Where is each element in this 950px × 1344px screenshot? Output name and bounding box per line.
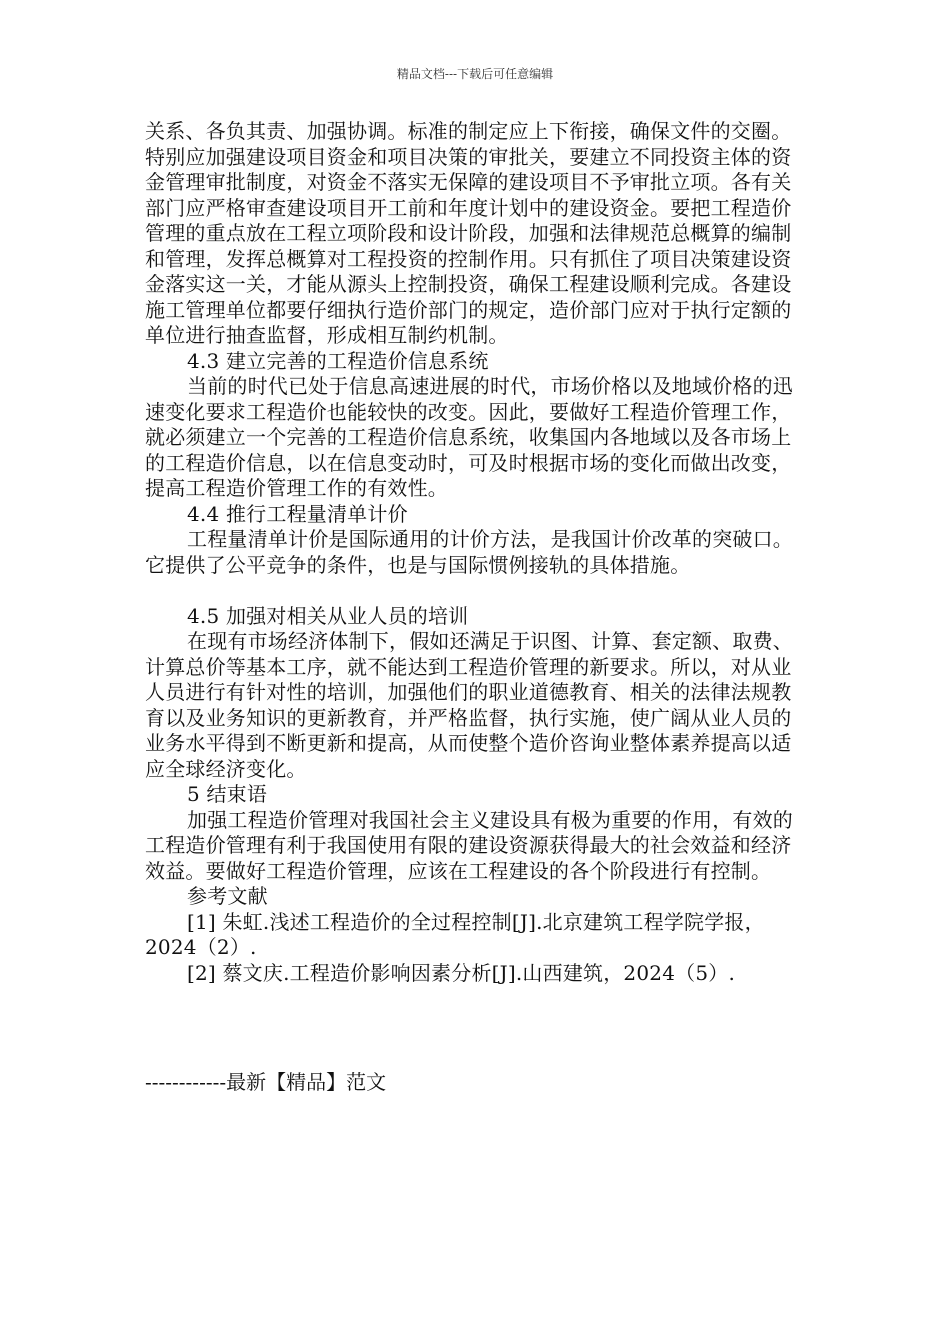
paragraph-5: 加强工程造价管理对我国社会主义建设具有极为重要的作用，有效的工程造价管理有利于我国使用有限的建设资源获得最大的社会效益和经济效益。要做好工程造价管理，应该在工程建设的各个阶段进行有控制。: [145, 807, 793, 883]
footer-text: ------------最新【精品】范文: [145, 1070, 387, 1094]
paragraph-4-3: 当前的时代已处于信息高速进展的时代，市场价格以及地域价格的迅速变化要求工程造价也能较快的改变。因此，要做好工程造价管理工作，就必须建立一个完善的工程造价信息系统，收集国内各地域以及各市场上的工程造价信息，以在信息变动时，可及时根据市场的变化而做出改变，提高工程造价管理工作的有效性。: [145, 374, 793, 500]
reference-item-2: [2] 蔡文庆.工程造价影响因素分析[J].山西建筑，2024（5）.: [187, 960, 736, 985]
paragraph-4-4: 工程量清单计价是国际通用的计价方法，是我国计价改革的突破口。它提供了公平竞争的条件，也是与国际惯例接轨的具体措施。: [145, 527, 793, 577]
paragraph-continuation: 关系、各负其责、加强协调。标准的制定应上下衔接，确保文件的交圈。特别应加强建设项目资金和项目决策的审批关，要建立不同投资主体的资金管理审批制度，对资金不落实无保障的建设项目不予审批立项。各有关部门应严格审查建设项目开工前和年度计划中的建设资金。要把工程造价管理的重点放在工程立项阶段和设计阶段，加强和法律规范总概算的编制和管理，发挥总概算对工程投资的控制作用。只有抓住了项目决策建设资金落实这一关，才能从源头上控制投资，确保工程建设顺利完成。各建设施工管理单位都要仔细执行造价部门的规定，造价部门应对于执行定额的单位进行抽查监督，形成相互制约机制。: [145, 119, 792, 347]
references-title: 参考文献: [187, 884, 268, 908]
reference-item-1: [1] 朱虹.浅述工程造价的全过程控制[J].北京建筑工程学院学报，2024（2）.: [145, 909, 765, 959]
blank-line: [145, 578, 809, 604]
section-heading-4-3: 4.3 建立完善的工程造价信息系统: [187, 348, 489, 373]
section-heading-5: 5 结束语: [187, 782, 268, 806]
section-heading-4-5: 4.5 加强对相关从业人员的培训: [187, 603, 469, 628]
paragraph-4-5: 在现有市场经济体制下，假如还满足于识图、计算、套定额、取费、计算总价等基本工序，就不能达到工程造价管理的新要求。所以，对从业人员进行有针对性的培训，加强他们的职业道德教育、相关的法律法规教育以及业务知识的更新教育，并严格监督，执行实施，使广阔从业人员的业务水平得到不断更新和提高，从而使整个造价咨询业整体素养提高以适应全球经济变化。: [145, 629, 793, 781]
page-header: 精品文档---下载后可任意编辑: [396, 67, 554, 81]
section-heading-4-4: 4.4 推行工程量清单计价: [187, 501, 408, 526]
document-body: [145, 119, 809, 986]
